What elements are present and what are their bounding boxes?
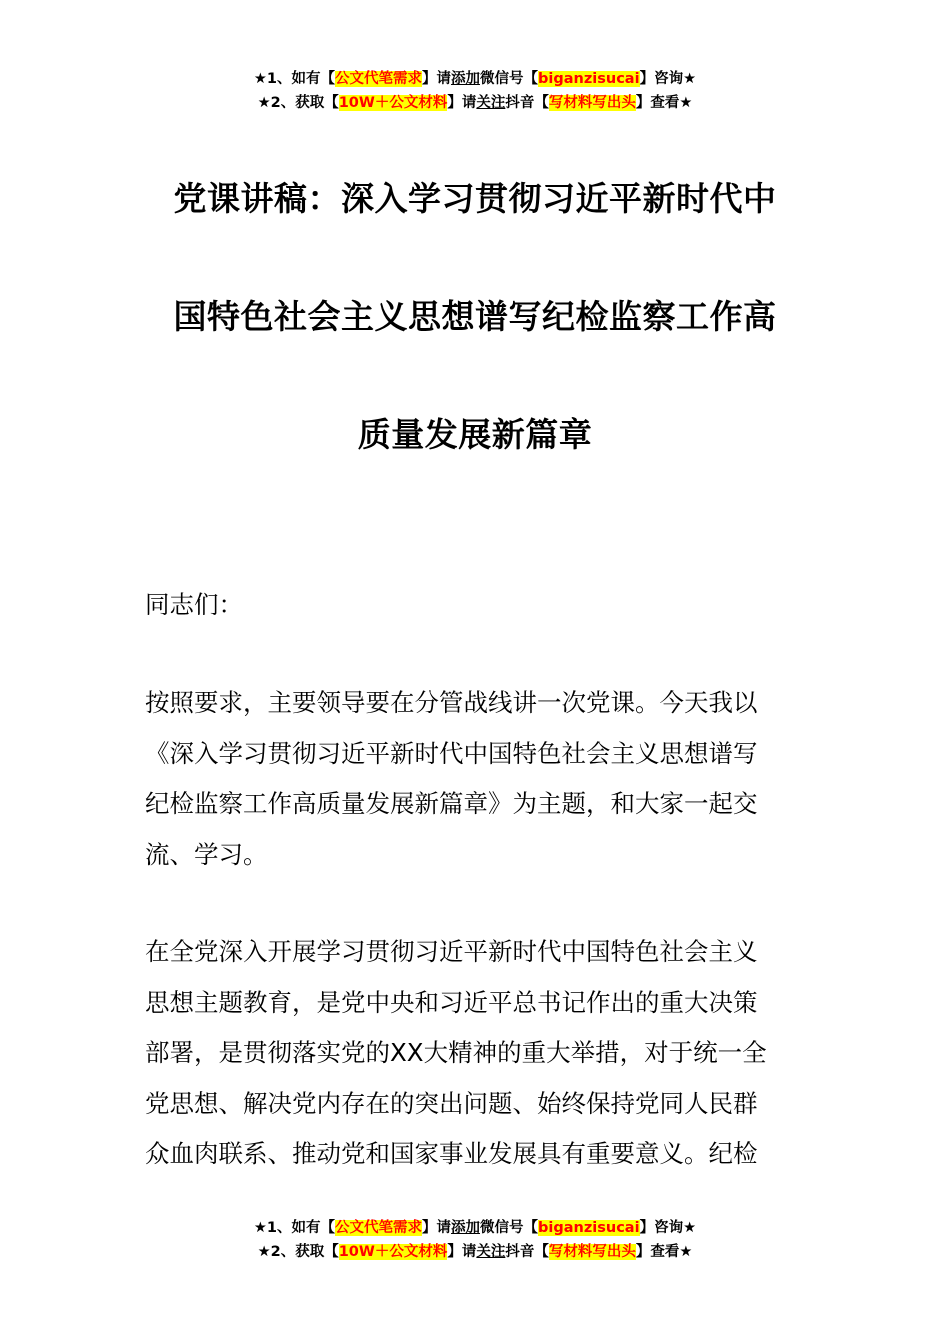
banner-text: 抖音【 <box>505 95 549 111</box>
banner-text: 抖音【 <box>505 1244 549 1260</box>
banner-text: 】查看★ <box>635 95 693 111</box>
paragraph-2 <box>145 927 810 1180</box>
banner-line-2 <box>0 91 950 115</box>
greeting-text: 同志们： <box>145 590 243 619</box>
paragraph-line: 流、学习。 <box>145 839 268 869</box>
banner-text: 】查看★ <box>635 1244 693 1260</box>
title-line: 质量发展新篇章 <box>357 415 593 454</box>
paragraph-line: 《深入学习贯彻习近平新时代中国特色社会主义思想谱写 <box>145 738 758 768</box>
greeting <box>145 580 810 631</box>
paragraph-line: 在全党深入开展学习贯彻习近平新时代中国特色社会主义 <box>145 937 758 966</box>
title-line: 党课讲稿：深入学习贯彻习近平新时代中 <box>173 179 777 218</box>
paragraph-line: 众血肉联系、推动党和国家事业发展具有重要意义。纪检 <box>145 1139 758 1168</box>
banner-highlight: 公文代笔需求 <box>335 1220 423 1236</box>
paragraph-line: 纪检监察工作高质量发展新篇章》为主题，和大家一起交 <box>145 789 758 818</box>
paragraph-line: 部署，是贯彻落实党的XX大精神的重大举措，对于统一全 <box>145 1038 767 1067</box>
banner-text: ★1、如有【 <box>253 71 336 87</box>
banner-text: 】请 <box>447 1244 477 1260</box>
banner-text: 】请 <box>422 71 452 87</box>
banner-text: 】咨询★ <box>639 71 697 87</box>
banner-text: ★1、如有【 <box>253 1220 336 1236</box>
title-line: 国特色社会主义思想谱写纪检监察工作高 <box>173 297 777 336</box>
banner-underlined-text: 添加 <box>451 1220 481 1236</box>
banner-text: 】请 <box>447 95 477 111</box>
banner-text: ★2、获取【 <box>257 95 339 111</box>
banner-line-1 <box>0 67 950 91</box>
banner-text: 微信号【 <box>480 71 539 87</box>
banner-highlight: 10W＋公文材料 <box>338 1244 448 1260</box>
banner-underlined-text: 关注 <box>476 95 506 111</box>
banner-wechat-id: biganzisucai <box>538 71 640 87</box>
footer-ad-banner <box>0 1216 950 1264</box>
banner-text: 】请 <box>422 1220 452 1236</box>
paragraph-line: 按照要求，主要领导要在分管战线讲一次党课。今天我以 <box>145 688 758 717</box>
banner-douyin-id: 写材料写出头 <box>548 1244 636 1260</box>
banner-wechat-id: biganzisucai <box>538 1220 640 1236</box>
banner-text: ★2、获取【 <box>257 1244 339 1260</box>
banner-underlined-text: 添加 <box>451 71 481 87</box>
document-title <box>120 140 830 494</box>
paragraph-1 <box>145 678 810 880</box>
banner-text: 】咨询★ <box>639 1220 697 1236</box>
banner-text: 微信号【 <box>480 1220 539 1236</box>
banner-line-1 <box>0 1216 950 1240</box>
banner-highlight: 10W＋公文材料 <box>338 95 448 111</box>
header-ad-banner <box>0 67 950 115</box>
banner-line-2 <box>0 1240 950 1264</box>
banner-douyin-id: 写材料写出头 <box>548 95 636 111</box>
banner-underlined-text: 关注 <box>476 1244 506 1260</box>
paragraph-line: 思想主题教育，是党中央和习近平总书记作出的重大决策 <box>145 987 758 1017</box>
banner-highlight: 公文代笔需求 <box>335 71 423 87</box>
paragraph-line: 党思想、解决党内存在的突出问题、始终保持党同人民群 <box>145 1088 758 1118</box>
